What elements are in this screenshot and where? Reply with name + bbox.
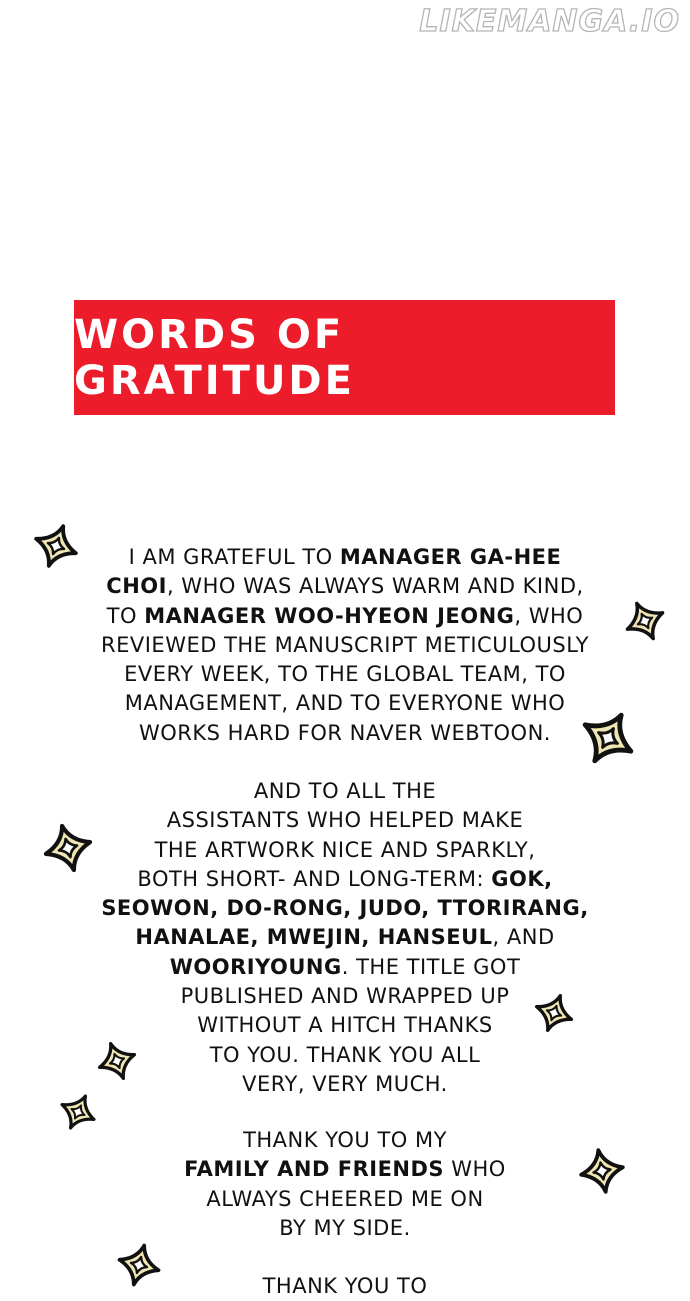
text-line [80,982,610,1011]
body-text: MANAGEMENT, AND TO EVERYONE WHO [124,691,566,716]
text-line [80,572,610,601]
text-line [80,1214,610,1243]
bold-name-text: FAMILY AND FRIENDS [184,1157,445,1182]
text-line [80,543,610,572]
paragraph-managers [80,543,610,748]
bold-name-text: CHOI [106,574,167,599]
banner-title: WORDS OF GRATITUDE [74,311,355,404]
paragraph-family [80,1126,610,1243]
sparkle-icon [574,1143,630,1199]
text-line [80,894,610,923]
sparkle-icon [616,592,674,650]
body-text: TO YOU. THANK YOU ALL [209,1042,481,1067]
text-line [80,631,610,660]
text-line [80,836,610,865]
text-line [80,689,610,718]
sparkle-icon [25,515,87,577]
text-line [80,1185,610,1214]
site-watermark: LIKEMANGA.IO [419,4,680,39]
body-text: BOTH SHORT- AND LONG-TERM: [137,866,492,891]
bold-name-text: MANAGER GA-HEE [339,545,562,569]
text-line [80,923,610,952]
body-text: , WHO WAS ALWAYS WARM AND KIND, [166,574,584,599]
body-text: WORKS HARD FOR NAVER WEBTOON. [139,720,551,745]
bold-name-text: SEOWON, DO-RONG, JUDO, TTORIRANG, [101,896,589,921]
text-line [80,806,610,835]
title-banner [74,300,615,415]
text-line [80,660,610,689]
text-line [80,953,610,982]
bold-name-text: MANAGER WOO-HYEON JEONG [144,603,515,628]
text-line [80,1070,610,1099]
body-text: I AM GRATEFUL TO [128,545,340,569]
text-line [80,602,610,631]
body-text: PUBLISHED AND WRAPPED UP [180,984,510,1009]
body-text: THANK YOU TO MY [243,1128,447,1152]
text-line [80,777,610,806]
body-text: REVIEWED THE MANUSCRIPT METICULOUSLY [101,632,589,657]
bold-name-text: GOK, [491,866,553,891]
body-text: VERY, VERY MUCH. [242,1071,448,1096]
body-text: , AND [492,925,555,950]
text-line [80,719,610,748]
body-text: THE ARTWORK NICE AND SPARKLY, [154,837,536,862]
body-text: . THE TITLE GOT [341,954,521,979]
text-line [80,865,610,894]
body-text: AND TO ALL THE [253,779,437,803]
text-line [80,1126,610,1155]
body-text: WITHOUT A HITCH THANKS [197,1013,493,1038]
body-text: EVERY WEEK, TO THE GLOBAL TEAM, TO [124,662,566,687]
body-text: BY MY SIDE. [279,1215,411,1240]
bold-name-text: WOORIYOUNG [169,954,342,979]
body-text: WHO [444,1157,506,1182]
body-text: TO [106,603,145,628]
body-text: ALWAYS CHEERED ME ON [206,1186,484,1211]
body-text: ASSISTANTS WHO HELPED MAKE [166,808,524,833]
body-text: THANK YOU TO [262,1274,428,1298]
paragraph-assistants [80,777,610,1099]
text-line [80,1155,610,1184]
body-text: , WHO [514,603,584,628]
bold-name-text: HANALAE, MWEJIN, HANSEUL [135,925,493,950]
text-line [80,1041,610,1070]
